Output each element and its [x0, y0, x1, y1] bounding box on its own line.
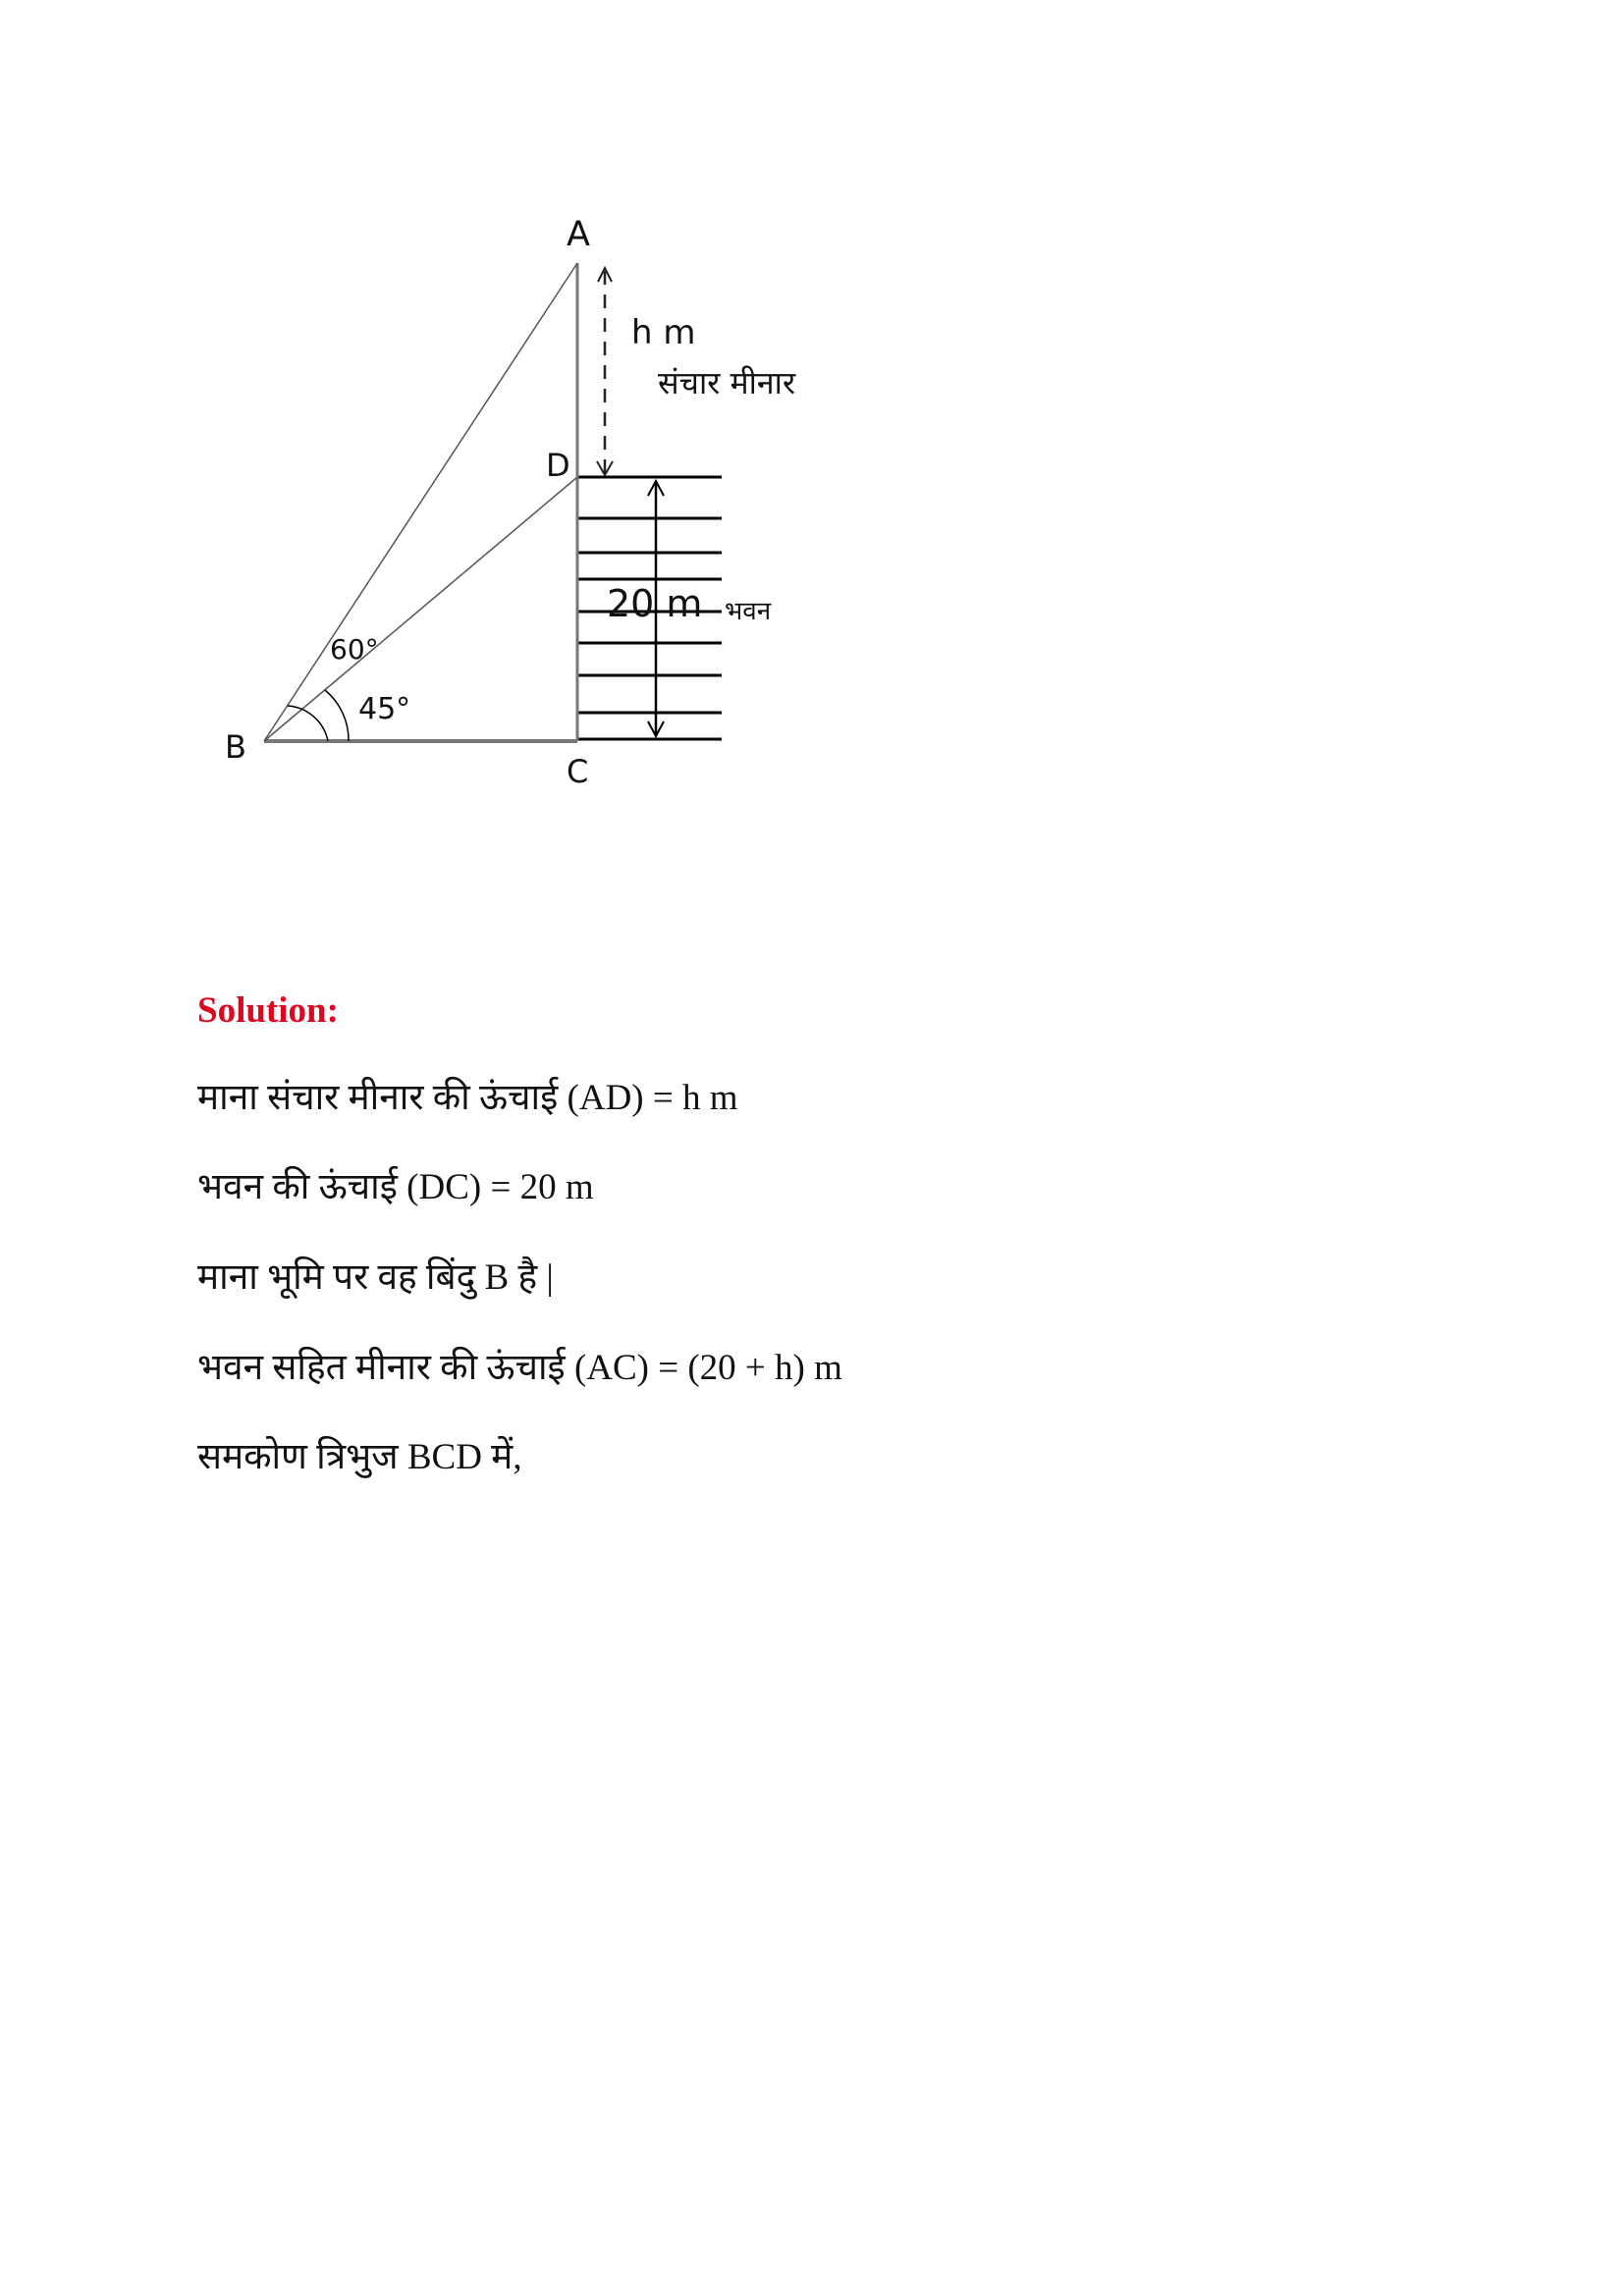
solution-line-5: समकोण त्रिभुज BCD में, [197, 1437, 522, 1477]
line-BA [264, 263, 577, 741]
line-BD [264, 477, 577, 741]
solution-line-2: भवन की ऊंचाई (DC) = 20 m [197, 1167, 594, 1207]
point-label-C: C [567, 753, 589, 790]
angle-label-45: 45° [358, 692, 411, 726]
angle-arc-60 [288, 706, 328, 741]
angle-label-60: 60° [330, 633, 379, 666]
point-label-A: A [567, 215, 590, 254]
triangle-diagram [0, 0, 1623, 883]
solution-line-3: माना भूमि पर वह बिंदु B है | [197, 1257, 554, 1298]
solution-line-1: माना संचार मीनार की ऊंचाई (AD) = h m [197, 1078, 738, 1118]
tower-height-label: h m [631, 313, 696, 352]
point-label-B: B [225, 728, 246, 766]
building-height-label: 20 m [607, 582, 703, 625]
angle-arc-45 [325, 690, 349, 741]
solution-heading: Solution: [197, 990, 339, 1031]
tower-name-label: संचार मीनार [658, 364, 796, 401]
point-label-D: D [546, 447, 570, 484]
building-name-label: भवन [725, 597, 772, 626]
solution-line-4: भवन सहित मीनार की ऊंचाई (AC) = (20 + h) m [197, 1348, 842, 1388]
